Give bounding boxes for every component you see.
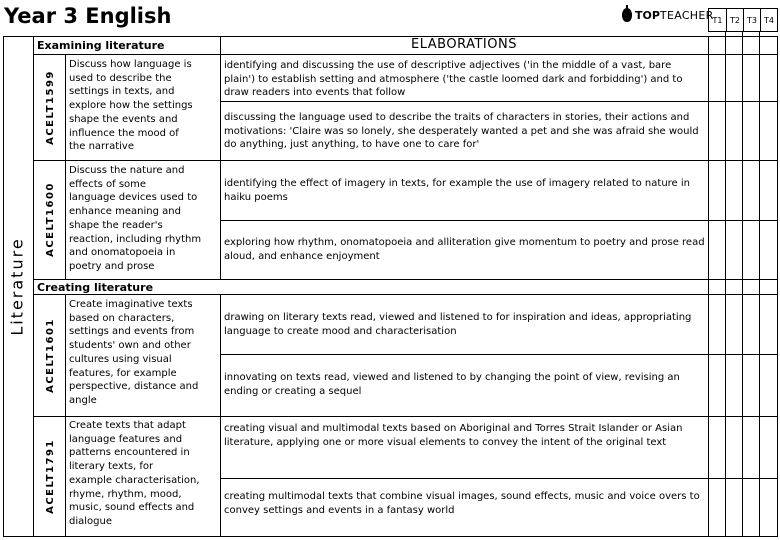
- content-code: [35, 160, 65, 279]
- divider: [33, 279, 778, 280]
- strand-heading-examining: Examining literature: [37, 39, 165, 52]
- strand-literature-label: Literature: [7, 236, 27, 336]
- elaboration-text: drawing on literary texts read, viewed and listened to for inspiration and ideas, appropriating language to create mood and characterisation: [224, 312, 692, 337]
- term-header-t1: T1: [712, 15, 723, 25]
- divider: [220, 220, 778, 221]
- strand-heading-creating: Creating literature: [37, 281, 154, 294]
- elaborations-heading: ELABORATIONS: [411, 37, 517, 52]
- brand-logo: [622, 5, 714, 25]
- elaboration-text: creating visual and multimodal texts based on Aboriginal and Torres Strait Islander or Asian literature, applying one or more visual elements to convey the intent of the original text: [224, 423, 683, 448]
- term-header-t4: T4: [760, 9, 777, 31]
- divider: [220, 354, 778, 355]
- term-column-divider: [759, 32, 760, 537]
- content-description: Create imaginative texts based on characters, settings and events from students' own and other cultures using visual features, for example perspective, distance and angle: [69, 299, 199, 406]
- content-code: [35, 54, 65, 160]
- term-header-t2: T2: [726, 9, 743, 31]
- content-code-text: ACELT1601: [44, 317, 56, 393]
- term-column-divider: [725, 32, 726, 537]
- content-description: Create texts that adapt language features and patterns encountered in literary texts, for example characterisation, rhyme, rhythm, mood, music, sound effects and dialogue: [69, 420, 200, 527]
- divider: [33, 36, 34, 537]
- content-code-text: ACELT1791: [44, 439, 56, 514]
- content-description: Discuss the nature and effects of some language devices used to enhance meaning and shape the reader's reaction, including rhythm and onomatopoeia in poetry and prose: [69, 165, 202, 272]
- divider: [220, 101, 778, 102]
- divider: [33, 54, 778, 55]
- term-column-divider: [742, 32, 743, 537]
- sidebar-strand-label: [3, 36, 31, 536]
- content-code-text: ACELT1600: [44, 182, 56, 257]
- apple-icon: [622, 8, 632, 22]
- divider: [33, 294, 778, 295]
- elaboration-text: innovating on texts read, viewed and listened to by changing the point of view, revising an ending or creating a sequel: [224, 372, 680, 397]
- page-title: Year 3 English: [4, 4, 172, 28]
- term-headers: [708, 8, 778, 32]
- divider: [220, 478, 778, 479]
- content-code-text: ACELT1599: [44, 69, 56, 145]
- elaboration-text: identifying the effect of imagery in texts, for example the use of imagery related to nature in haiku poems: [224, 178, 690, 203]
- elaboration-text: discussing the language used to describe the traits of characters in stories, their actions and motivations: 'Claire was so lonely, she desperately wanted a pet and she was afraid she would do anything, just anything, to have one to care for': [224, 112, 699, 150]
- elaboration-text: exploring how rhythm, onomatopoeia and alliteration give momentum to poetry and prose read aloud, and enhance enjoyment: [224, 237, 705, 262]
- divider: [33, 416, 778, 417]
- logo-top-text: TOP: [635, 8, 660, 22]
- divider: [33, 160, 778, 161]
- logo-teacher-text: TEACHER: [659, 8, 714, 22]
- divider: [708, 36, 709, 537]
- content-description: Discuss how language is used to describe the settings in texts, and explore how the settings shape the events and influence the mood of the narrative: [69, 59, 193, 153]
- elaboration-text: creating multimodal texts that combine visual images, sound effects, music and voice overs to convey settings and events in a fantasy world: [224, 491, 700, 516]
- term-header-t3: T3: [743, 9, 760, 31]
- content-code: [35, 294, 65, 416]
- content-code: [35, 416, 65, 537]
- elaboration-text: identifying and discussing the use of descriptive adjectives ('in the middle of a vast, bare plain') to establish setting and atmosphere ('the castle loomed dark and forbidding') and to draw readers into events that follow: [224, 60, 683, 98]
